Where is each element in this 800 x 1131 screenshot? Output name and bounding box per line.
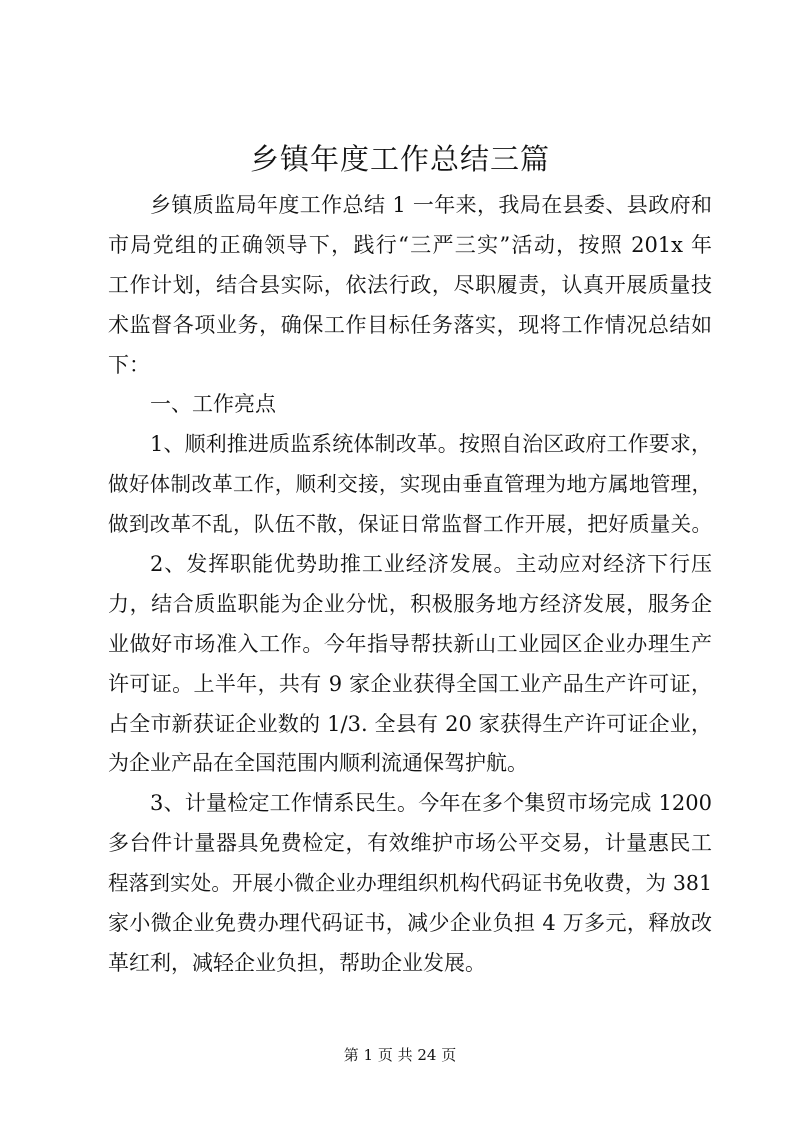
paragraph-2-line-4: 许可证。上半年，共有 9 家企业获得全国工业产品生产许可证，: [108, 671, 712, 696]
paragraph-1-line-1: 1、顺利推进质监系统体制改革。按照自治区政府工作要求，: [150, 432, 712, 457]
paragraph-3-line-4: 家小微企业免费办理代码证书，减少企业负担 4 万多元，释放改: [108, 911, 712, 936]
paragraph-2-line-6: 为企业产品在全国范围内顺利流通保驾护航。: [108, 751, 528, 776]
paragraph-2-line-5: 占全市新获证企业数的 1/3. 全县有 20 家获得生产许可证企业，: [108, 711, 712, 736]
paragraph-2-line-2: 力，结合质监职能为企业分忧，积极服务地方经济发展，服务企: [108, 591, 712, 616]
paragraph-3-line-2: 多台件计量器具免费检定，有效维护市场公平交易，计量惠民工: [108, 831, 712, 856]
paragraph-intro-line-4: 术监督各项业务，确保工作目标任务落实，现将工作情况总结如: [108, 312, 712, 337]
section-heading: 一、工作亮点: [150, 392, 276, 417]
paragraph-intro-line-1: 乡镇质监局年度工作总结 1 一年来，我局在县委、县政府和: [150, 193, 712, 217]
paragraph-1-line-2: 做好体制改革工作，顺利交接，实现由垂直管理为地方属地管理，: [108, 472, 712, 497]
paragraph-3-line-1: 3、计量检定工作情系民生。今年在多个集贸市场完成 1200: [150, 791, 712, 816]
paragraph-intro-line-5: 下：: [108, 352, 150, 377]
paragraph-3-line-5: 革红利，减轻企业负担，帮助企业发展。: [108, 950, 486, 975]
document-title: 乡镇年度工作总结三篇: [249, 142, 550, 176]
page-footer: 第 1 页 共 24 页: [343, 1046, 457, 1064]
paragraph-3-line-3: 程落到实处。开展小微企业办理组织机构代码证书免收费，为 381: [108, 871, 712, 896]
document-body: [108, 186, 712, 984]
paragraph-2-line-1: 2、发挥职能优势助推工业经济发展。主动应对经济下行压: [150, 552, 712, 577]
paragraph-intro-line-3: 工作计划，结合县实际，依法行政，尽职履责，认真开展质量技: [108, 272, 712, 297]
paragraph-2-line-3: 业做好市场准入工作。今年指导帮扶新山工业园区企业办理生产: [108, 631, 712, 656]
paragraph-intro-line-2: 市局党组的正确领导下，践行“三严三实”活动，按照 201x 年: [108, 232, 712, 257]
paragraph-1-line-3: 做到改革不乱，队伍不散，保证日常监督工作开展，把好质量关。: [108, 512, 712, 537]
